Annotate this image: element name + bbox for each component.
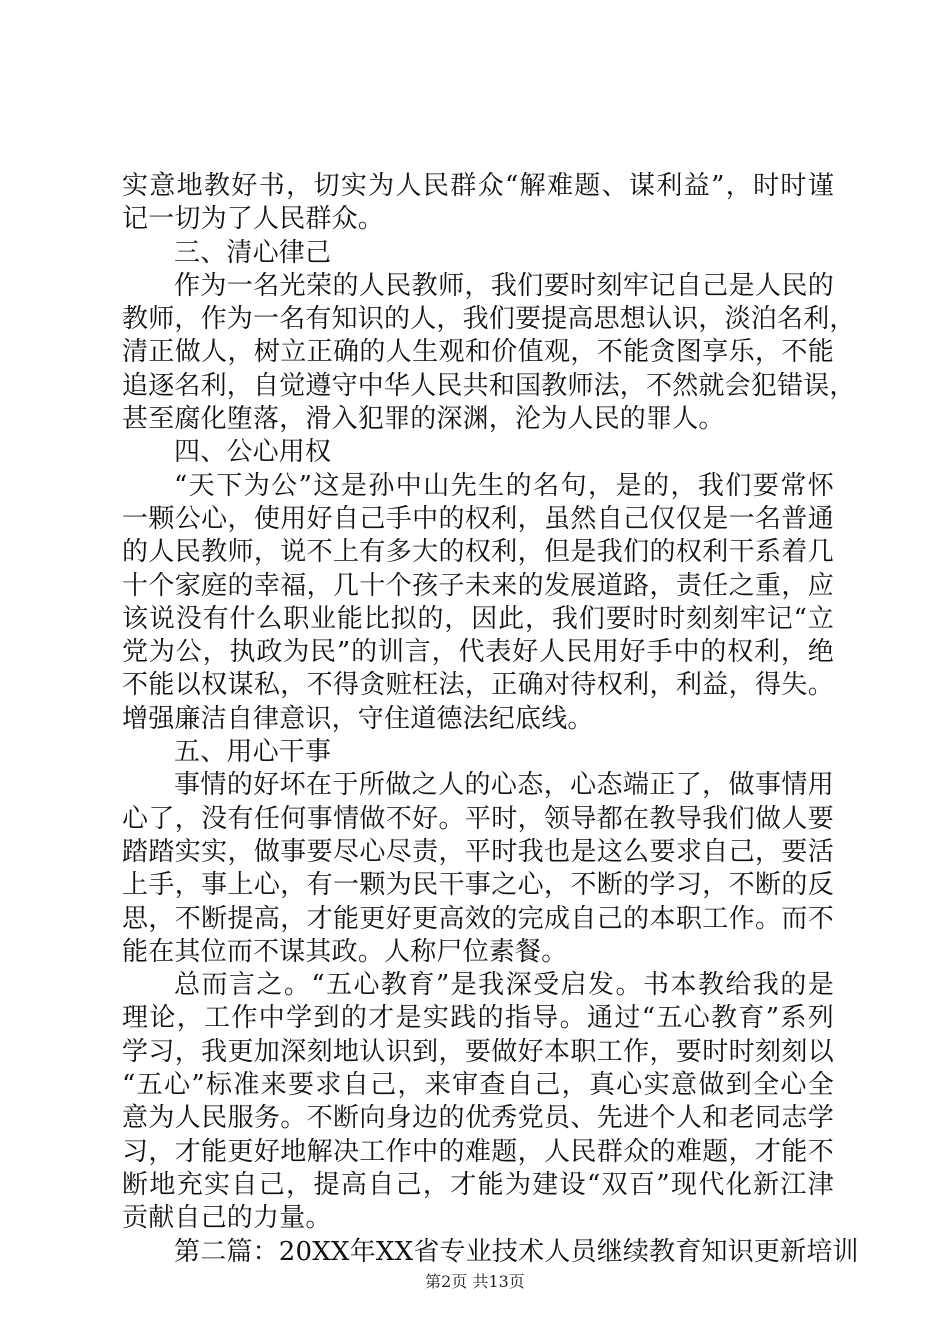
text-line: 能在其位而不谋其政。人称尸位素餐。 bbox=[122, 936, 568, 967]
text-line: 事情的好坏在于所做之人的心态，心态端正了，做事情用 bbox=[174, 770, 834, 801]
text-line: 意为人民服务。不断向身边的优秀党员、先进个人和老同志学 bbox=[122, 1103, 834, 1134]
text-line: 断地充实自己，提高自己，才能为建设“双百”现代化新江津 bbox=[122, 1169, 834, 1200]
text-line: 十个家庭的幸福，几十个孩子未来的发展道路，责任之重，应 bbox=[122, 570, 834, 601]
text-line: 一颗公心，使用好自己手中的权利，虽然自己仅仅是一名普通 bbox=[122, 503, 834, 534]
body-text bbox=[122, 170, 859, 1269]
text-line: 理论，工作中学到的才是实践的指导。通过“五心教育”系列 bbox=[122, 1003, 834, 1034]
text-line: 党为公，执政为民”的训言，代表好人民用好手中的权利，绝 bbox=[122, 637, 834, 668]
text-line: 三、清心律己 bbox=[174, 237, 332, 268]
text-line: 实意地教好书，切实为人民群众“解难题、谋利益”，时时谨 bbox=[122, 171, 834, 201]
text-line: 不能以权谋私，不得贪赃枉法，正确对待权利，利益，得失。 bbox=[122, 670, 834, 701]
text-line: 教师，作为一名有知识的人，我们要提高思想认识，淡泊名利， bbox=[122, 304, 856, 335]
text-line: 记一切为了人民群众。 bbox=[122, 204, 385, 235]
text-line: 上手，事上心，有一颗为民干事之心，不断的学习，不断的反 bbox=[122, 870, 834, 901]
text-line: 总而言之。“五心教育”是我深受启发。书本教给我的是 bbox=[174, 970, 834, 1001]
text-line: 思，不断提高，才能更好更高效的完成自己的本职工作。而不 bbox=[122, 903, 834, 934]
text-line: 追逐名利，自觉遵守中华人民共和国教师法，不然就会犯错误， bbox=[122, 370, 856, 401]
text-line: 学习，我更加深刻地认识到，要做好本职工作，要时时刻刻以 bbox=[122, 1036, 834, 1067]
text-line: 踏踏实实，做事要尽心尽责，平时我也是这么要求自己，要活 bbox=[122, 836, 834, 867]
text-line: 四、公心用权 bbox=[174, 437, 332, 468]
text-line: 增强廉洁自律意识，守住道德法纪底线。 bbox=[122, 703, 594, 734]
text-line: 第二篇：20XX年XX省专业技术人员继续教育知识更新培训 bbox=[174, 1236, 859, 1267]
page-footer: 第2页 共13页 bbox=[425, 1272, 525, 1291]
text-line: 该说没有什么职业能比拟的，因此，我们要时时刻刻牢记“立 bbox=[122, 603, 834, 634]
text-line: 心了，没有任何事情做不好。平时，领导都在教导我们做人要 bbox=[122, 803, 834, 834]
text-line: 习，才能更好地解决工作中的难题，人民群众的难题，才能不 bbox=[122, 1136, 834, 1167]
text-line: 清正做人，树立正确的人生观和价值观，不能贪图享乐，不能 bbox=[122, 337, 834, 368]
text-line: “五心”标准来要求自己，来审查自己，真心实意做到全心全 bbox=[122, 1070, 834, 1101]
text-line: 作为一名光荣的人民教师，我们要时刻牢记自己是人民的 bbox=[174, 270, 834, 301]
text-line: 五、用心干事 bbox=[174, 737, 332, 768]
text-line: 的人民教师，说不上有多大的权利，但是我们的权利干系着几 bbox=[122, 537, 834, 568]
text-line: 甚至腐化堕落，滑入犯罪的深渊，沦为人民的罪人。 bbox=[122, 404, 725, 435]
text-line: 贡献自己的力量。 bbox=[122, 1203, 332, 1234]
text-line: “天下为公”这是孙中山先生的名句，是的，我们要常怀 bbox=[174, 470, 834, 501]
